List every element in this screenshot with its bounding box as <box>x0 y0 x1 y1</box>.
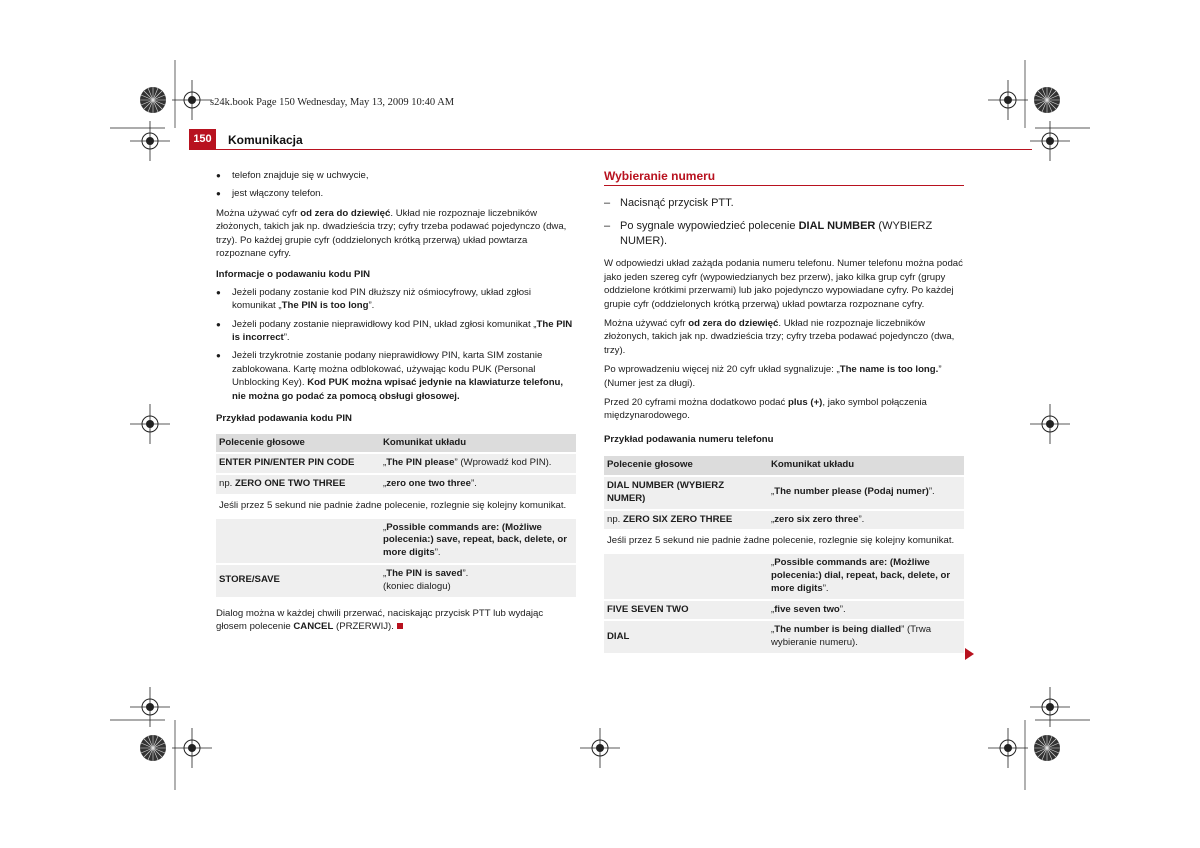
table-note: Jeśli przez 5 sekund nie padnie żadne polecenie, rozlegnie się kolejny komunikat. <box>604 531 964 552</box>
paragraph: W odpowiedzi układ zażąda podania numeru telefonu. Numer telefonu można podać jako jeden szereg cyfr (wypowiedzianych bez przerw), jako kilka grup cyfr (grupy oddzielone krótkimi przerwami) lub jako pojedynczo wypowiadane cyfry. Po każdej grupie cyfr (oddzielonych krótką przerwą) układ powtarza rozpoznane cyfry. <box>604 258 963 310</box>
table-cell: np. ZERO SIX ZERO THREE <box>604 511 768 530</box>
paragraph: Po wprowadzeniu więcej niż 20 cyfr układ sygnalizuje: „The name is too long.” (Numer jest za długi). <box>604 364 942 389</box>
table-cell: „The PIN is saved”. (koniec dialogu) <box>380 565 576 597</box>
pin-info-heading: Informacje o podawaniu kodu PIN <box>216 269 371 281</box>
table-cell: „The PIN please” (Wprowadź kod PIN). <box>380 454 576 473</box>
table-cell: „five seven two”. <box>768 601 964 620</box>
table-cell: STORE/SAVE <box>216 565 380 597</box>
page-number: 150 <box>189 129 216 150</box>
table-cell: ENTER PIN/ENTER PIN CODE <box>216 454 380 473</box>
step-item: – Po sygnale wypowiedzieć polecenie DIAL NUMBER (WYBIERZ NUMER). <box>604 219 964 249</box>
table-row <box>604 511 964 530</box>
table-row <box>216 475 576 494</box>
column-header: Polecenie głosowe <box>216 434 380 453</box>
chapter-title: Komunikacja <box>228 133 303 147</box>
table-cell: DIAL <box>604 621 768 653</box>
step-item: – Nacisnąć przycisk PTT. <box>604 196 964 211</box>
table-row <box>604 601 964 620</box>
table-cell: FIVE SEVEN TWO <box>604 601 768 620</box>
continue-arrow-icon <box>965 648 974 660</box>
paragraph: Można używać cyfr od zera do dziewięć. Układ nie rozpoznaje liczebników złożonych, takich jak np. dwadzieścia trzy; cyfry trzeba podawać pojedynczo (dwa, trzy). Po każdej grupie cyfr (oddzielonych krótką przerwą) układ powtarza rozpoznane cyfry. <box>216 207 567 260</box>
right-column <box>604 170 964 655</box>
table-row <box>216 565 576 597</box>
paragraph: Przed 20 cyframi można dodatkowo podać plus (+), jako symbol połączenia międzynarodowego. <box>604 397 927 422</box>
list-item: ● Jeżeli trzykrotnie zostanie podany nieprawidłowy PIN, karta SIM zostanie zablokowana. Kartę można odblokować, używając kodu PUK (Personal Unblocking Key). Kod PUK można wpisać jedynie na klawiaturze telefonu, nie można go podać za pomocą obsługi głosowej. <box>216 349 576 403</box>
table-row <box>604 554 964 598</box>
table-cell: „Possible commands are: (Możliwe polecenia:) dial, repeat, back, delete, or more digits”. <box>768 554 964 598</box>
table-cell: „The number please (Podaj numer)”. <box>768 477 964 509</box>
pin-example-heading: Przykład podawania kodu PIN <box>216 413 352 425</box>
table-cell: „The number is being dialled” (Trwa wybieranie numeru). <box>768 621 964 653</box>
table-note-row <box>216 496 576 517</box>
table-cell: „zero six zero three”. <box>768 511 964 530</box>
number-example-heading: Przykład podawania numeru telefonu <box>604 433 774 445</box>
section-title: Wybieranie numeru <box>604 170 964 186</box>
list-item: ● jest włączony telefon. <box>216 187 576 200</box>
table-header-row <box>216 434 576 453</box>
table-row <box>604 477 964 509</box>
table-cell: np. ZERO ONE TWO THREE <box>216 475 380 494</box>
list-item: ● Jeżeli podany zostanie nieprawidłowy kod PIN, układ zgłosi komunikat „The PIN is incorrect”. <box>216 318 576 345</box>
table-cell <box>604 554 768 598</box>
list-item: ● telefon znajduje się w uchwycie, <box>216 169 576 182</box>
column-header: Komunikat układu <box>768 456 964 475</box>
table-note: Jeśli przez 5 sekund nie padnie żadne polecenie, rozlegnie się kolejny komunikat. <box>216 496 576 517</box>
header-rule <box>189 149 1032 150</box>
pin-dialog-table <box>216 432 576 599</box>
table-header-row <box>604 456 964 475</box>
column-header: Komunikat układu <box>380 434 576 453</box>
end-marker-icon <box>397 623 403 629</box>
table-cell: „zero one two three”. <box>380 475 576 494</box>
table-cell: „Possible commands are: (Możliwe polecenia:) save, repeat, back, delete, or more digits”. <box>380 519 576 563</box>
table-cell: DIAL NUMBER (WYBIERZ NUMER) <box>604 477 768 509</box>
closing-paragraph: Dialog można w każdej chwili przerwać, naciskając przycisk PTT lub wydając głosem polecenie CANCEL (PRZERWIJ). <box>216 607 544 633</box>
dial-dialog-table <box>604 454 964 655</box>
table-cell <box>216 519 380 563</box>
list-item: ● Jeżeli podany zostanie kod PIN dłuższy niż ośmiocyfrowy, układ zgłosi komunikat „The PIN is too long”. <box>216 286 576 313</box>
paragraph: Można używać cyfr od zera do dziewięć. Układ nie rozpoznaje liczebników złożonych, takich jak np. dwadzieścia trzy; cyfry trzeba podawać pojedynczo (dwa, trzy). <box>604 318 955 356</box>
table-row <box>604 621 964 653</box>
table-row <box>216 519 576 563</box>
table-row <box>216 454 576 473</box>
print-info-line: s24k.book Page 150 Wednesday, May 13, 2009 10:40 AM <box>210 97 455 108</box>
table-note-row <box>604 531 964 552</box>
left-column <box>216 169 576 639</box>
column-header: Polecenie głosowe <box>604 456 768 475</box>
